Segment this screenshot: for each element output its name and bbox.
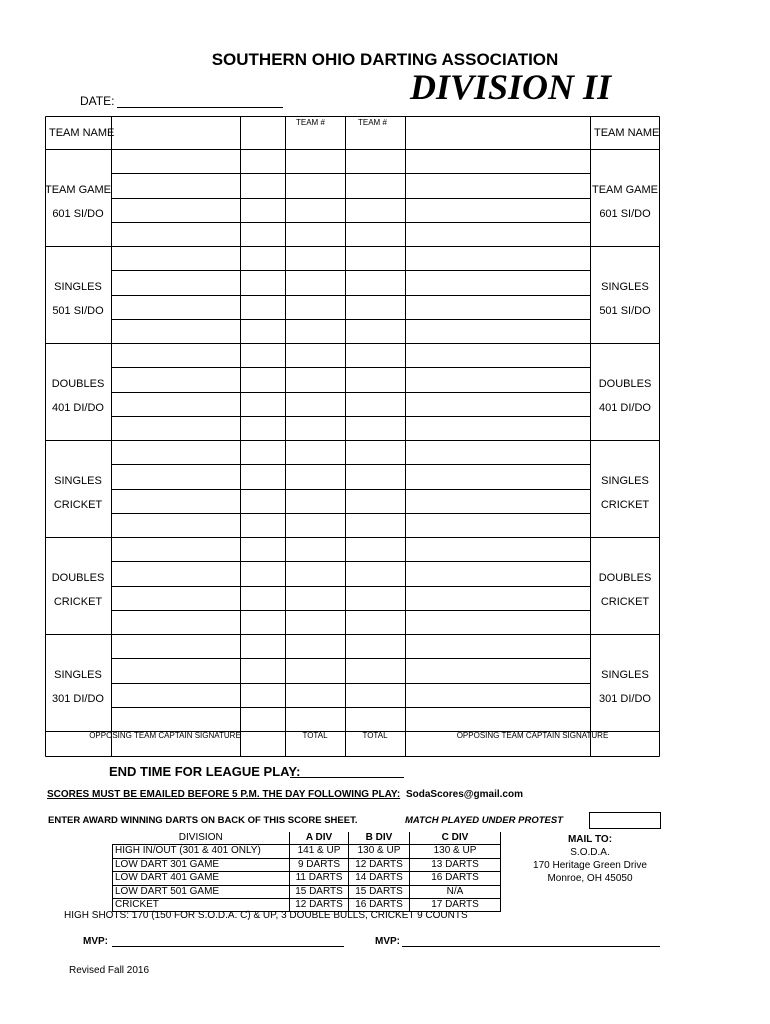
- table-row: [113, 885, 501, 898]
- table-row: [113, 858, 501, 871]
- award-cell: HIGH IN/OUT (301 & 401 ONLY): [113, 845, 290, 858]
- award-cell: 9 DARTS: [290, 858, 349, 871]
- game-label-l-2-line1: SINGLES: [54, 281, 102, 293]
- game-label-l-2-line2: 501 SI/DO: [52, 305, 104, 317]
- game-label-r-4-line1: SINGLES: [601, 475, 649, 487]
- high-shots-note: HIGH SHOTS: 170 (150 FOR S.O.D.A. C) & UP, 3 DOUBLE BULLS, CRICKET 9 COUNTS: [64, 910, 468, 921]
- end-time-field[interactable]: [290, 777, 404, 778]
- award-cell: 130 & UP: [410, 845, 501, 858]
- game-label-r-3-line1: DOUBLES: [598, 378, 652, 390]
- mvp-field-left[interactable]: [112, 946, 344, 947]
- header-a-div: A DIV: [290, 832, 349, 845]
- team-name-label-right: TEAM NAME: [594, 127, 660, 139]
- team-number-header-left: TEAM #: [296, 118, 325, 127]
- association-title: SOUTHERN OHIO DARTING ASSOCIATION: [211, 50, 559, 69]
- game-label-l-1-line1: TEAM GAME: [45, 184, 112, 196]
- award-cell: 11 DARTS: [290, 872, 349, 885]
- award-table-header: [113, 832, 501, 845]
- header-division: DIVISION: [113, 832, 290, 845]
- protest-label: MATCH PLAYED UNDER PROTEST: [405, 815, 563, 826]
- mail-line: 170 Heritage Green Drive: [533, 860, 647, 871]
- mvp-label-left: MVP:: [83, 936, 108, 947]
- game-label-l-3-line1: DOUBLES: [51, 378, 105, 390]
- game-label-r-6-line2: 301 DI/DO: [599, 693, 651, 705]
- award-cell: LOW DART 501 GAME: [113, 885, 290, 898]
- award-cell: LOW DART 301 GAME: [113, 858, 290, 871]
- mail-line: S.O.D.A.: [570, 847, 610, 858]
- protest-checkbox[interactable]: [589, 812, 661, 829]
- mail-line: Monroe, OH 45050: [547, 873, 633, 884]
- game-label-l-4-line2: CRICKET: [53, 499, 103, 511]
- email-rule: [47, 789, 523, 800]
- game-label-r-2-line1: SINGLES: [601, 281, 649, 293]
- mail-to-title: MAIL TO:: [567, 834, 613, 845]
- table-row: [113, 845, 501, 858]
- email-rule-text: SCORES MUST BE EMAILED BEFORE 5 P.M. THE DAY FOLLOWING PLAY:: [47, 789, 401, 800]
- game-label-r-1-line2: 601 SI/DO: [599, 208, 651, 220]
- table-row: [113, 872, 501, 885]
- award-cell: 16 DARTS: [410, 872, 501, 885]
- award-cell: 13 DARTS: [410, 858, 501, 871]
- award-table: [112, 832, 501, 912]
- game-label-l-6-line2: 301 DI/DO: [52, 693, 104, 705]
- date-field[interactable]: [117, 107, 283, 108]
- award-cell: 12 DARTS: [290, 899, 349, 912]
- game-label-l-5-line2: CRICKET: [53, 596, 103, 608]
- award-note: ENTER AWARD WINNING DARTS ON BACK OF THIS SCORE SHEET.: [48, 815, 358, 826]
- team-number-header-right: TEAM #: [358, 118, 387, 127]
- team-name-label-left: TEAM NAME: [49, 127, 115, 139]
- award-cell: N/A: [410, 885, 501, 898]
- header-c-div: C DIV: [410, 832, 501, 845]
- award-cell: 141 & UP: [290, 845, 349, 858]
- game-label-r-3-line2: 401 DI/DO: [599, 402, 651, 414]
- mvp-label-right: MVP:: [375, 936, 400, 947]
- header-b-div: B DIV: [349, 832, 410, 845]
- end-time-label: END TIME FOR LEAGUE PLAY:: [109, 764, 301, 779]
- award-cell: 130 & UP: [349, 845, 410, 858]
- division-title: DIVISION II: [410, 67, 612, 107]
- award-cell: LOW DART 401 GAME: [113, 872, 290, 885]
- score-sheet-grid: [45, 116, 660, 757]
- award-cell: 14 DARTS: [349, 872, 410, 885]
- game-label-r-6-line1: SINGLES: [601, 669, 649, 681]
- total-left: TOTAL: [302, 731, 328, 740]
- game-label-l-4-line1: SINGLES: [54, 475, 102, 487]
- game-label-r-1-line1: TEAM GAME: [591, 184, 658, 196]
- game-label-r-4-line2: CRICKET: [600, 499, 650, 511]
- revision-note: Revised Fall 2016: [69, 965, 150, 976]
- mail-to-block: [510, 833, 670, 885]
- game-label-l-5-line1: DOUBLES: [51, 572, 105, 584]
- award-cell: 16 DARTS: [349, 899, 410, 912]
- award-cell: 12 DARTS: [349, 858, 410, 871]
- date-label: DATE:: [80, 94, 115, 108]
- game-label-r-2-line2: 501 SI/DO: [599, 305, 651, 317]
- award-cell: CRICKET: [113, 899, 290, 912]
- grid-lines: [45, 116, 660, 757]
- mvp-field-right[interactable]: [402, 946, 660, 947]
- captain-signature-left: OPPOSING TEAM CAPTAIN SIGNATURE: [89, 731, 241, 740]
- award-cell: 15 DARTS: [290, 885, 349, 898]
- award-cell: 15 DARTS: [349, 885, 410, 898]
- game-label-l-3-line2: 401 DI/DO: [52, 402, 104, 414]
- game-label-r-5-line1: DOUBLES: [598, 572, 652, 584]
- total-right: TOTAL: [362, 731, 388, 740]
- award-cell: 17 DARTS: [410, 899, 501, 912]
- game-label-l-1-line2: 601 SI/DO: [52, 208, 104, 220]
- captain-signature-right: OPPOSING TEAM CAPTAIN SIGNATURE: [456, 731, 609, 740]
- game-label-l-6-line1: SINGLES: [54, 669, 102, 681]
- game-label-r-5-line2: CRICKET: [600, 596, 650, 608]
- email-address: SodaScores@gmail.com: [405, 789, 523, 800]
